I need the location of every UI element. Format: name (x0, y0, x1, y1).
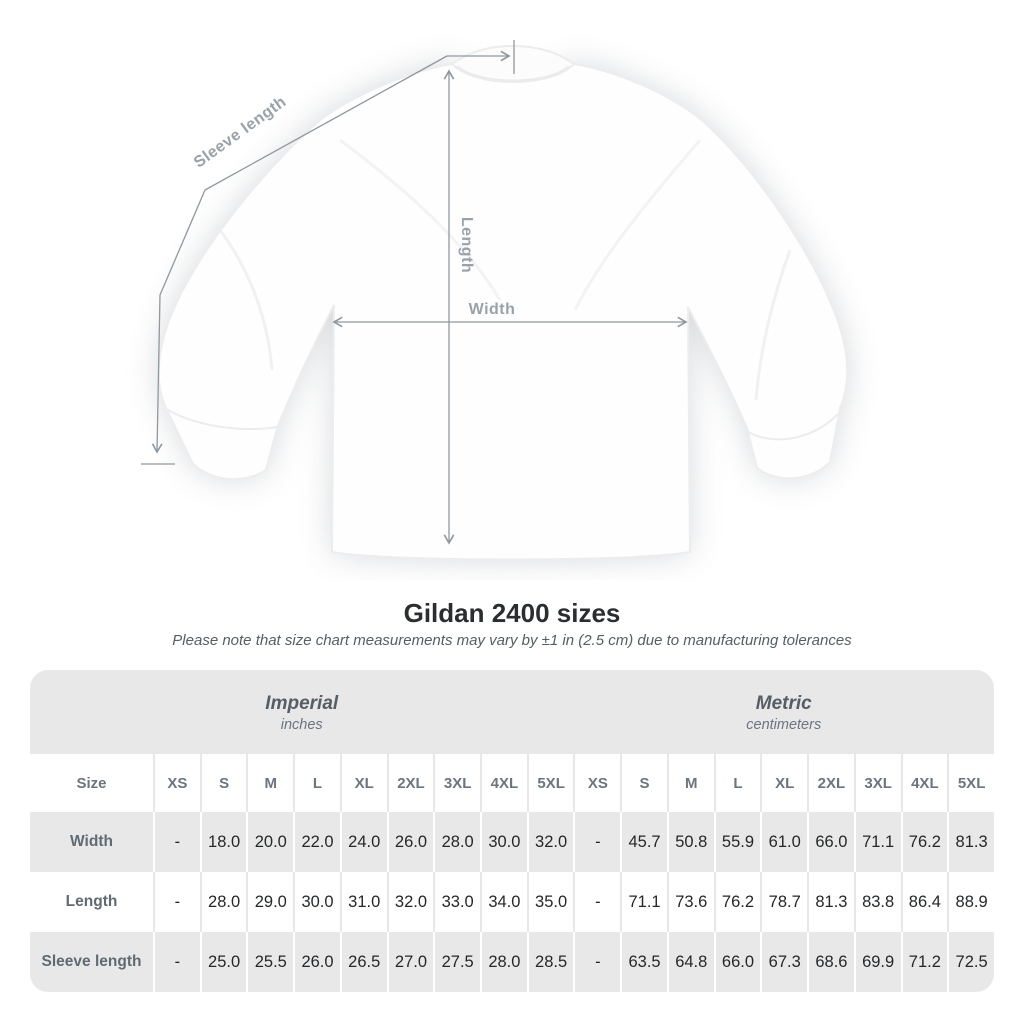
measurement-value: 26.5 (340, 932, 387, 992)
measurement-value: 30.0 (480, 812, 527, 872)
size-col-header: M (667, 754, 714, 812)
measurement-value: 61.0 (760, 812, 807, 872)
size-col-header: 4XL (901, 754, 948, 812)
measurement-value: 28.0 (433, 812, 480, 872)
size-col-header: 4XL (480, 754, 527, 812)
size-col-header: S (200, 754, 247, 812)
row-label: Width (70, 833, 113, 850)
measurement-value: 25.0 (200, 932, 247, 992)
measurement-value: 64.8 (667, 932, 714, 992)
measurement-row (30, 932, 994, 992)
size-col-header: M (246, 754, 293, 812)
measurement-value: 26.0 (293, 932, 340, 992)
size-column-label: Size (76, 774, 107, 792)
measurement-value: 28.5 (527, 932, 574, 992)
measurement-value: 73.6 (667, 872, 714, 932)
measurement-value: 22.0 (293, 812, 340, 872)
size-col-header: 3XL (854, 754, 901, 812)
size-col-header: XS (573, 754, 620, 812)
measurement-value: 81.3 (807, 872, 854, 932)
measurement-value: 72.5 (947, 932, 994, 992)
unit-header-row (30, 670, 994, 754)
measurement-value: 32.0 (527, 812, 574, 872)
imperial-unit: inches (280, 716, 323, 733)
measurement-value: 66.0 (714, 932, 761, 992)
measurement-value: - (573, 932, 620, 992)
length-label: Length (458, 216, 475, 274)
measurement-value: 71.1 (854, 812, 901, 872)
size-col-header: 2XL (807, 754, 854, 812)
measurement-value: 71.1 (620, 872, 667, 932)
metric-header (573, 670, 994, 754)
measurement-value: 35.0 (527, 872, 574, 932)
size-col-header: S (620, 754, 667, 812)
row-label: Length (65, 893, 118, 910)
width-label: Width (468, 301, 516, 318)
measurement-value: 63.5 (620, 932, 667, 992)
size-col-header: L (293, 754, 340, 812)
page-subtitle: Please note that size chart measurements may vary by ±1 in (2.5 cm) due to manufacturing tolerances (172, 632, 852, 649)
size-col-header: XL (760, 754, 807, 812)
size-col-header: 3XL (433, 754, 480, 812)
size-col-header: 5XL (947, 754, 994, 812)
measurement-row (30, 872, 994, 932)
measurement-value: 83.8 (854, 872, 901, 932)
measurement-value: 29.0 (246, 872, 293, 932)
measurement-value: 81.3 (947, 812, 994, 872)
measurement-value: 71.2 (901, 932, 948, 992)
measurement-value: 86.4 (901, 872, 948, 932)
measurement-value: 69.9 (854, 932, 901, 992)
size-chart-card (30, 670, 994, 992)
measurement-value: 18.0 (200, 812, 247, 872)
imperial-name: Imperial (265, 693, 339, 715)
size-col-header: 2XL (387, 754, 434, 812)
size-col-header: 5XL (527, 754, 574, 812)
measurement-value: 28.0 (200, 872, 247, 932)
metric-unit: centimeters (746, 716, 822, 733)
measurement-value: - (153, 812, 200, 872)
imperial-header (30, 670, 573, 754)
measurement-row (30, 812, 994, 872)
measurement-value: 88.9 (947, 872, 994, 932)
measurement-value: - (153, 932, 200, 992)
measurement-value: 24.0 (340, 812, 387, 872)
measurement-value: 27.0 (387, 932, 434, 992)
measurement-value: 76.2 (901, 812, 948, 872)
measurement-value: 55.9 (714, 812, 761, 872)
size-col-header: L (714, 754, 761, 812)
measurement-value: 30.0 (293, 872, 340, 932)
measurement-value: 28.0 (480, 932, 527, 992)
size-col-header: XS (153, 754, 200, 812)
measurement-value: 32.0 (387, 872, 434, 932)
measurement-value: - (573, 812, 620, 872)
metric-name: Metric (755, 693, 812, 715)
measurement-value: 20.0 (246, 812, 293, 872)
measurement-value: 50.8 (667, 812, 714, 872)
measurement-value: 25.5 (246, 932, 293, 992)
measurement-value: 76.2 (714, 872, 761, 932)
measurement-value: 66.0 (807, 812, 854, 872)
measurement-value: 27.5 (433, 932, 480, 992)
size-col-header: XL (340, 754, 387, 812)
measurement-value: - (573, 872, 620, 932)
size-chart-table (30, 670, 994, 992)
measurement-value: 78.7 (760, 872, 807, 932)
sleeve-length-label: Sleeve length (191, 93, 290, 172)
measurement-value: 68.6 (807, 932, 854, 992)
measurement-value: 31.0 (340, 872, 387, 932)
size-header-row (30, 754, 994, 812)
measurement-value: 45.7 (620, 812, 667, 872)
row-label: Sleeve length (41, 953, 142, 970)
measurement-value: 33.0 (433, 872, 480, 932)
measurement-value: 26.0 (387, 812, 434, 872)
measurement-value: - (153, 872, 200, 932)
page-title: Gildan 2400 sizes (403, 598, 621, 628)
measurement-value: 67.3 (760, 932, 807, 992)
measurement-value: 34.0 (480, 872, 527, 932)
